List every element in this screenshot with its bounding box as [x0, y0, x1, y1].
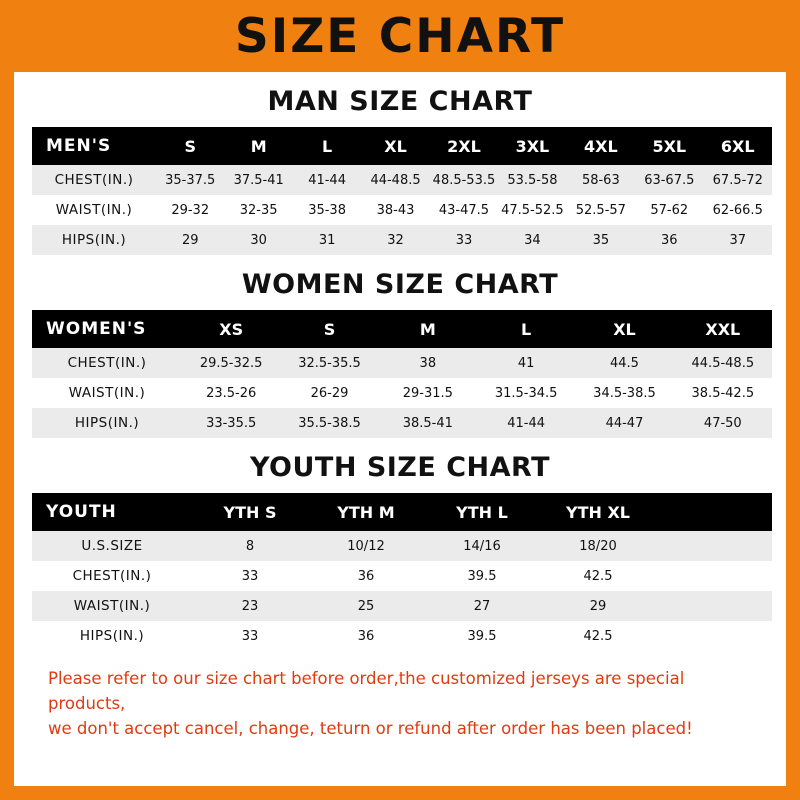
youth-section — [32, 452, 768, 651]
table-cell: 23.5-26 — [182, 378, 280, 408]
row-label: HIPS(IN.) — [32, 621, 192, 651]
table-cell: 32 — [361, 225, 429, 255]
table-header-row — [32, 493, 772, 531]
column-header: 6XL — [704, 127, 773, 165]
table-cell: 8 — [192, 531, 308, 561]
table-cell: 38-43 — [361, 195, 429, 225]
banner — [14, 0, 786, 72]
table-cell: 67.5-72 — [704, 165, 773, 195]
table-cell: 34 — [498, 225, 566, 255]
women-table-body — [32, 348, 772, 438]
table-cell: 35-38 — [293, 195, 361, 225]
youth-section-title: YOUTH SIZE CHART — [249, 452, 551, 483]
table-cell: 25 — [308, 591, 424, 621]
table-row — [32, 195, 772, 225]
table-cell — [656, 621, 772, 651]
table-header-row — [32, 310, 772, 348]
table-cell: 44-48.5 — [361, 165, 429, 195]
row-label: U.S.SIZE — [32, 531, 192, 561]
men-table-head — [32, 127, 772, 165]
table-cell: 36 — [308, 561, 424, 591]
table-cell: 41-44 — [477, 408, 575, 438]
column-header: L — [477, 310, 575, 348]
table-cell: 39.5 — [424, 561, 540, 591]
table-cell: 18/20 — [540, 531, 656, 561]
table-cell: 53.5-58 — [498, 165, 566, 195]
column-header: YTH XL — [540, 493, 656, 531]
table-cell: 10/12 — [308, 531, 424, 561]
content — [14, 86, 786, 741]
table-cell — [656, 591, 772, 621]
column-header: YOUTH — [32, 493, 192, 531]
table-cell: 41-44 — [293, 165, 361, 195]
table-cell: 33 — [192, 561, 308, 591]
column-header: XL — [361, 127, 429, 165]
table-cell: 37.5-41 — [224, 165, 292, 195]
table-cell: 42.5 — [540, 561, 656, 591]
column-header: 2XL — [430, 127, 498, 165]
table-row — [32, 561, 772, 591]
table-cell: 31 — [293, 225, 361, 255]
men-size-table — [32, 127, 772, 255]
footer-note-line-2: we don't accept cancel, change, teturn or refund after order has been placed! — [48, 718, 693, 738]
table-cell: 44.5-48.5 — [674, 348, 772, 378]
row-label: CHEST(IN.) — [32, 561, 192, 591]
column-header: XS — [182, 310, 280, 348]
column-header: YTH L — [424, 493, 540, 531]
table-row — [32, 591, 772, 621]
bottom-accent-bar — [14, 786, 786, 800]
table-cell: 33 — [430, 225, 498, 255]
table-cell: 36 — [308, 621, 424, 651]
column-header: L — [293, 127, 361, 165]
table-cell: 48.5-53.5 — [430, 165, 498, 195]
table-cell: 62-66.5 — [704, 195, 773, 225]
column-header: 3XL — [498, 127, 566, 165]
youth-size-table — [32, 493, 772, 651]
table-cell: 30 — [224, 225, 292, 255]
women-section — [32, 269, 768, 438]
table-row — [32, 348, 772, 378]
table-cell: 29 — [540, 591, 656, 621]
table-cell: 32-35 — [224, 195, 292, 225]
men-section-title: MAN SIZE CHART — [267, 86, 533, 117]
table-row — [32, 378, 772, 408]
table-cell: 47-50 — [674, 408, 772, 438]
table-cell: 29-31.5 — [379, 378, 477, 408]
women-size-table — [32, 310, 772, 438]
row-label: HIPS(IN.) — [32, 408, 182, 438]
table-cell: 29 — [156, 225, 224, 255]
table-cell: 32.5-35.5 — [280, 348, 378, 378]
table-row — [32, 531, 772, 561]
column-header: XL — [575, 310, 673, 348]
column-header: S — [156, 127, 224, 165]
table-cell: 35-37.5 — [156, 165, 224, 195]
table-cell: 35.5-38.5 — [280, 408, 378, 438]
footer-note — [48, 667, 752, 741]
column-header: XXL — [674, 310, 772, 348]
column-header: 5XL — [635, 127, 703, 165]
table-cell: 38.5-42.5 — [674, 378, 772, 408]
column-header: S — [280, 310, 378, 348]
table-cell: 44-47 — [575, 408, 673, 438]
men-table-body — [32, 165, 772, 255]
table-cell: 33 — [192, 621, 308, 651]
table-cell: 38.5-41 — [379, 408, 477, 438]
table-cell: 29-32 — [156, 195, 224, 225]
table-cell — [656, 531, 772, 561]
column-header — [656, 493, 772, 531]
row-label: WAIST(IN.) — [32, 591, 192, 621]
column-header: WOMEN'S — [32, 310, 182, 348]
table-cell: 47.5-52.5 — [498, 195, 566, 225]
table-cell: 26-29 — [280, 378, 378, 408]
youth-table-head — [32, 493, 772, 531]
women-table-head — [32, 310, 772, 348]
row-label: HIPS(IN.) — [32, 225, 156, 255]
table-cell: 38 — [379, 348, 477, 378]
row-label: WAIST(IN.) — [32, 378, 182, 408]
table-cell: 42.5 — [540, 621, 656, 651]
table-cell: 33-35.5 — [182, 408, 280, 438]
table-cell: 39.5 — [424, 621, 540, 651]
table-cell: 27 — [424, 591, 540, 621]
row-label: CHEST(IN.) — [32, 165, 156, 195]
table-cell: 43-47.5 — [430, 195, 498, 225]
table-row — [32, 165, 772, 195]
table-cell: 23 — [192, 591, 308, 621]
table-row — [32, 225, 772, 255]
column-header: M — [224, 127, 292, 165]
column-header: YTH S — [192, 493, 308, 531]
table-cell: 29.5-32.5 — [182, 348, 280, 378]
table-cell: 31.5-34.5 — [477, 378, 575, 408]
column-header: 4XL — [567, 127, 635, 165]
column-header: M — [379, 310, 477, 348]
table-cell: 34.5-38.5 — [575, 378, 673, 408]
column-header: MEN'S — [32, 127, 156, 165]
footer-note-line-1: Please refer to our size chart before order,the customized jerseys are special products, — [48, 669, 685, 713]
table-cell: 14/16 — [424, 531, 540, 561]
table-cell: 57-62 — [635, 195, 703, 225]
table-cell: 36 — [635, 225, 703, 255]
table-cell: 44.5 — [575, 348, 673, 378]
table-row — [32, 621, 772, 651]
table-cell: 35 — [567, 225, 635, 255]
row-label: WAIST(IN.) — [32, 195, 156, 225]
row-label: CHEST(IN.) — [32, 348, 182, 378]
page-title: SIZE CHART — [234, 8, 566, 64]
table-header-row — [32, 127, 772, 165]
table-cell: 41 — [477, 348, 575, 378]
table-cell: 37 — [704, 225, 773, 255]
youth-table-body — [32, 531, 772, 651]
men-section — [32, 86, 768, 255]
column-header: YTH M — [308, 493, 424, 531]
women-section-title: WOMEN SIZE CHART — [241, 269, 559, 300]
table-cell: 63-67.5 — [635, 165, 703, 195]
table-cell: 58-63 — [567, 165, 635, 195]
table-row — [32, 408, 772, 438]
table-cell: 52.5-57 — [567, 195, 635, 225]
table-cell — [656, 561, 772, 591]
